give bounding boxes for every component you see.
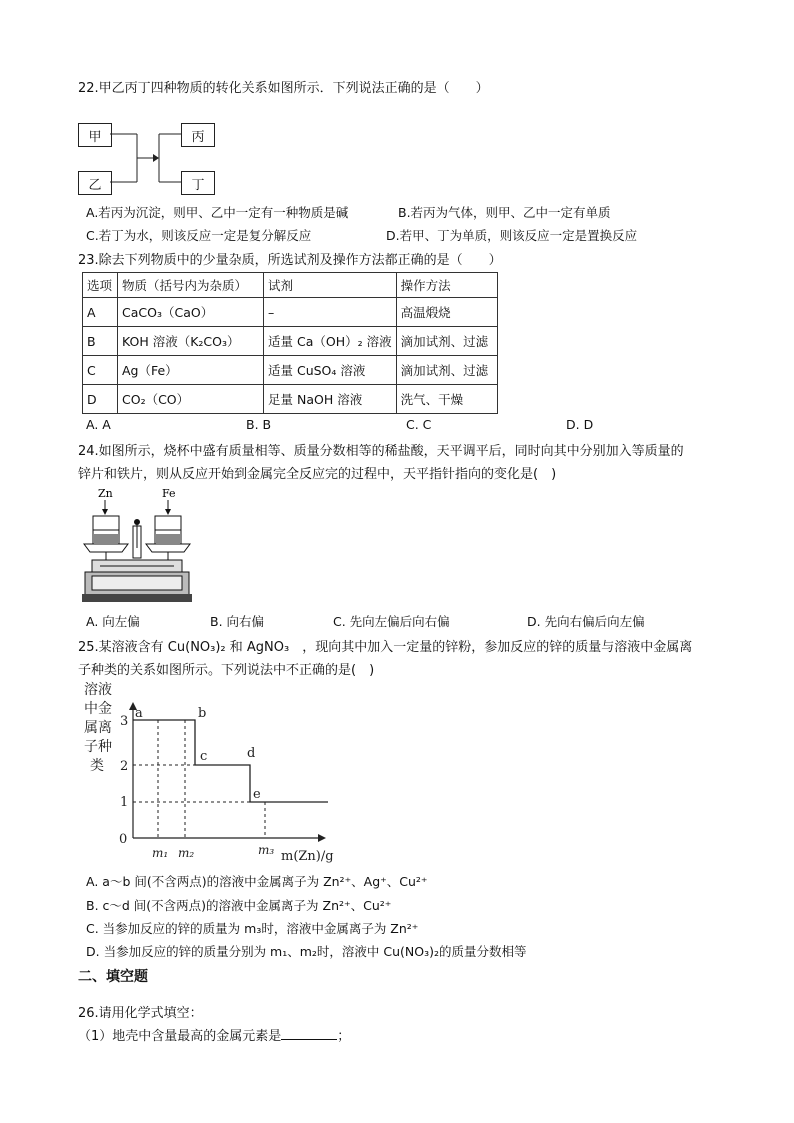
cell: C — [83, 356, 118, 385]
q23-option-b: B. B — [246, 417, 272, 432]
q22-option-d: D.若甲、丁为单质，则该反应一定是置换反应 — [386, 228, 638, 243]
q25-option-b: B. c～d 间(不含两点)的溶液中金属离子为 Zn²⁺、Cu²⁺ — [86, 898, 392, 913]
q26-item1-end: ； — [337, 1029, 351, 1044]
ylabel-line: 溶液 — [84, 682, 112, 698]
box-yi: 乙 — [78, 171, 112, 195]
cell: 洗气、干燥 — [396, 385, 497, 414]
ytick: 0 — [119, 832, 128, 847]
cell: 足量 NaOH 溶液 — [264, 385, 397, 414]
q24-stem-line1: 24.如图所示，烧杯中盛有质量相等、质量分数相等的稀盐酸，天平调平后，同时向其中分别加入等质量的 — [78, 444, 684, 459]
header-substance: 物质（括号内为杂质） — [118, 273, 264, 298]
q22-option-b: B.若丙为气体，则甲、乙中一定有单质 — [398, 205, 611, 220]
box-bing: 丙 — [181, 123, 215, 147]
point-c: c — [200, 749, 208, 764]
header-method: 操作方法 — [396, 273, 497, 298]
ylabel-line: 属离 — [84, 720, 112, 736]
table-header-row — [83, 273, 498, 298]
ytick: 1 — [120, 795, 129, 810]
q25-stem-line2: 子种类的关系如图所示。下列说法中不正确的是( ) — [78, 663, 375, 678]
zn-label: Zn — [98, 487, 113, 500]
cell: Ag（Fe） — [118, 356, 264, 385]
balance-illustration — [80, 486, 195, 608]
table-row — [83, 298, 498, 327]
q24-stem-line2: 锌片和铁片，则从反应开始到金属完全反应完的过程中，天平指针指向的变化是( ) — [78, 467, 557, 482]
ytick: 3 — [120, 714, 129, 729]
box-jia: 甲 — [78, 123, 112, 147]
q23-option-a: A. A — [86, 417, 111, 432]
table-row — [83, 327, 498, 356]
answer-blank[interactable] — [281, 1027, 337, 1040]
box-ding: 丁 — [181, 171, 215, 195]
q23-option-d: D. D — [566, 417, 594, 432]
section-title: 二、填空题 — [78, 969, 148, 985]
header-option: 选项 — [83, 273, 118, 298]
ylabel-line: 类 — [90, 758, 104, 774]
q23-option-c: C. C — [406, 417, 432, 432]
cell: A — [83, 298, 118, 327]
q25-option-a: A. a～b 间(不含两点)的溶液中金属离子为 Zn²⁺、Ag⁺、Cu²⁺ — [86, 874, 428, 889]
cell: 适量 Ca（OH）₂ 溶液 — [264, 327, 397, 356]
cell: 滴加试剂、过滤 — [396, 327, 497, 356]
point-b: b — [198, 706, 207, 721]
cell: 高温煅烧 — [396, 298, 497, 327]
q23-table — [82, 272, 498, 414]
q22-arrows — [105, 128, 190, 188]
q25-stem-line1: 25.某溶液含有 Cu(NO₃)₂ 和 AgNO₃ ，现向其中加入一定量的锌粉，参加反应的锌的质量与溶液中金属离 — [78, 640, 693, 655]
header-reagent: 试剂 — [264, 273, 397, 298]
q22-option-c: C.若丁为水，则该反应一定是复分解反应 — [86, 228, 312, 243]
cell: 适量 CuSO₄ 溶液 — [264, 356, 397, 385]
cell: – — [264, 298, 397, 327]
cell: B — [83, 327, 118, 356]
cell: CaCO₃（CaO） — [118, 298, 264, 327]
ytick: 2 — [120, 759, 129, 774]
table-row — [83, 385, 498, 414]
fe-label: Fe — [162, 487, 176, 500]
q25-option-c: C. 当参加反应的锌的质量为 m₃时，溶液中金属离子为 Zn²⁺ — [86, 921, 419, 936]
table-row — [83, 356, 498, 385]
cell: 滴加试剂、过滤 — [396, 356, 497, 385]
q26-stem: 26.请用化学式填空： — [78, 1006, 203, 1021]
q22-stem: 22.甲乙丙丁四种物质的转化关系如图所示．下列说法正确的是（ ） — [78, 81, 489, 96]
xtick: m₁ — [152, 846, 169, 860]
xtick: m₃ — [258, 843, 275, 857]
q25-graph — [78, 680, 348, 865]
point-a: a — [135, 706, 143, 721]
q25-option-d: D. 当参加反应的锌的质量分别为 m₁、m₂时，溶液中 Cu(NO₃)₂的质量分数相等 — [86, 944, 527, 959]
ylabel-line: 子种 — [84, 739, 112, 755]
ylabel-line: 中金 — [84, 701, 112, 717]
point-e: e — [253, 787, 261, 802]
q26-item1-text: （1）地壳中含量最高的金属元素是 — [78, 1029, 282, 1044]
q24-option-c: C. 先向左偏后向右偏 — [333, 614, 450, 629]
xtick: m₂ — [178, 846, 195, 860]
cell: CO₂（CO） — [118, 385, 264, 414]
cell: KOH 溶液（K₂CO₃） — [118, 327, 264, 356]
q24-option-d: D. 先向右偏后向左偏 — [527, 614, 645, 629]
xlabel: m(Zn)/g — [281, 849, 334, 864]
q24-option-b: B. 向右偏 — [210, 614, 265, 629]
point-d: d — [247, 746, 256, 761]
cell: D — [83, 385, 118, 414]
q23-stem: 23.除去下列物质中的少量杂质，所选试剂及操作方法都正确的是（ ） — [78, 253, 502, 268]
q26-item1 — [78, 1025, 350, 1044]
q22-option-a: A.若丙为沉淀，则甲、乙中一定有一种物质是碱 — [86, 205, 349, 220]
q24-option-a: A. 向左偏 — [86, 614, 140, 629]
